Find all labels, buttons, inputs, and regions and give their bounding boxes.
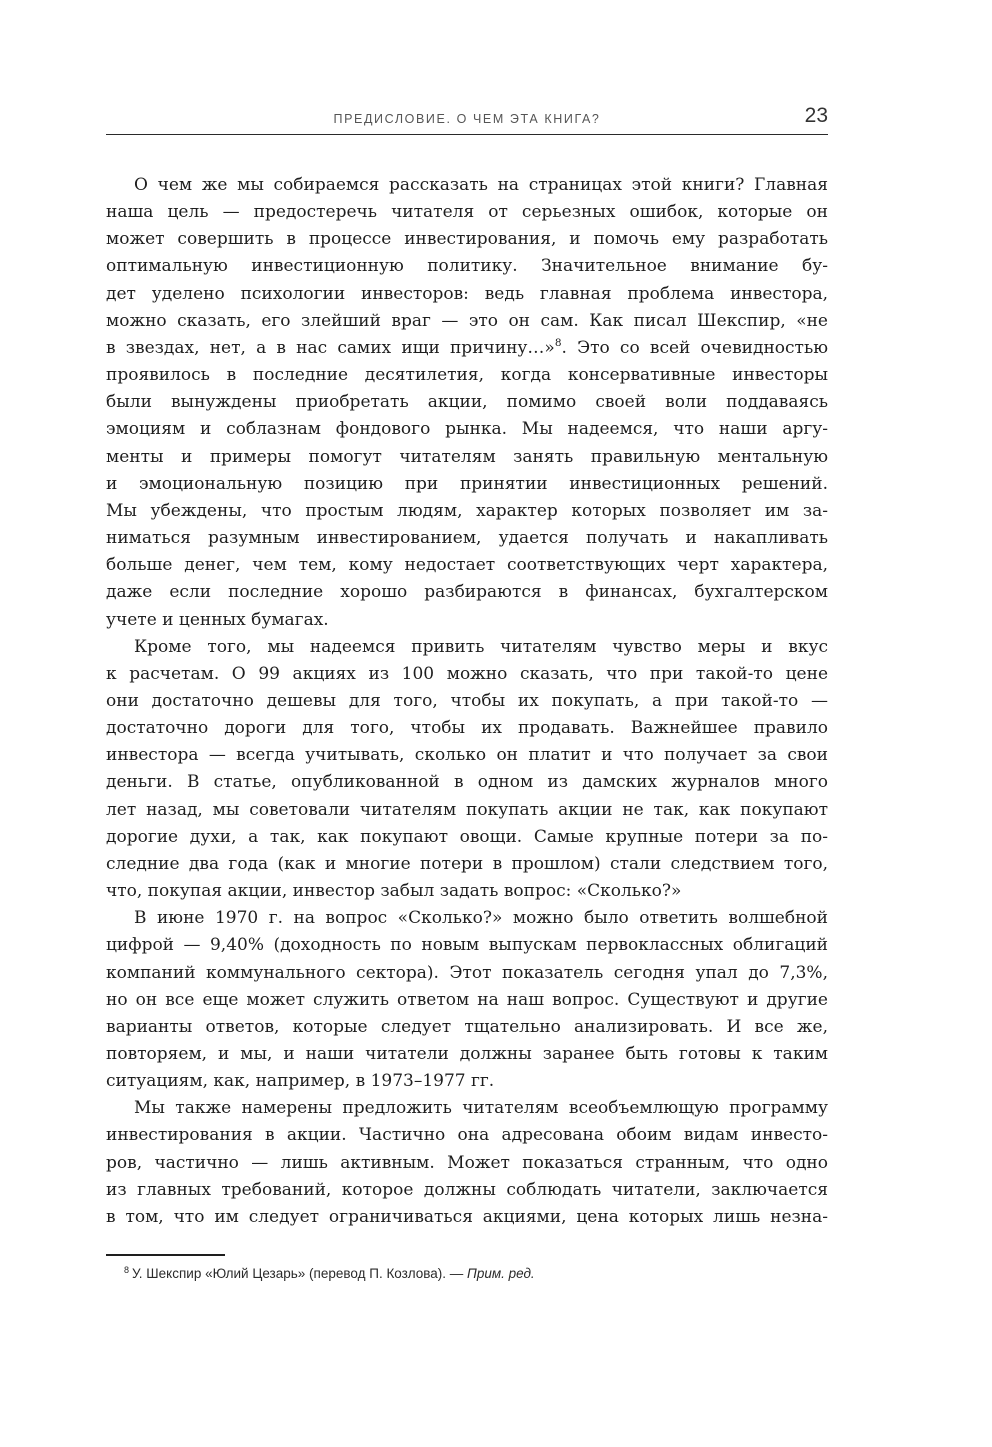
text-line: Мы также намерены предложить читателям всеобъемлющую программу xyxy=(134,1098,828,1119)
text-line: менты и примеры помогут читателям занять правильную ментальную xyxy=(106,446,828,467)
text-line: учете и ценных бумагах. xyxy=(106,609,329,630)
running-header xyxy=(106,100,828,135)
text-line: эмоциям и соблазнам фондового рынка. Мы надеемся, что наши аргу- xyxy=(106,419,828,440)
quote-text: в звездах, нет, а в нас самих ищи причину…» xyxy=(106,337,555,358)
footnote-reference: 8 xyxy=(554,336,562,349)
text-line: они достаточно дешевы для того, чтобы их покупать, а при такой-то — xyxy=(106,690,828,711)
text-line: но он все еще может служить ответом на наш вопрос. Существуют и другие xyxy=(106,989,828,1010)
text-line: наша цель — предостеречь читателя от серьезных ошибок, которые он xyxy=(106,202,828,223)
text-line: дорогие духи, а так, как покупают овощи. Самые крупные потери за по- xyxy=(106,826,828,847)
text-line xyxy=(106,335,828,362)
text-line: лет назад, мы советовали читателям покупать акции не так, как покупают xyxy=(106,799,828,820)
text-line: Мы убеждены, что простым людям, характер которых позволяет им за- xyxy=(106,500,828,521)
text-line: ситуациям, как, например, в 1973–1977 гг. xyxy=(106,1071,495,1092)
text-line: дет уделено психологии инвесторов: ведь главная проблема инвестора, xyxy=(106,283,828,304)
text-line: инвестора — всегда учитывать, сколько он платит и что получает за свои xyxy=(106,745,828,766)
paragraph-4 xyxy=(106,1095,828,1231)
body-text xyxy=(106,172,828,1231)
text-line: цифрой — 9,40% (доходность по новым выпускам первоклассных облигаций xyxy=(106,935,828,956)
text-line: достаточно дороги для того, чтобы их продавать. Важнейшее правило xyxy=(106,718,828,739)
text-line: проявилось в последние десятилетия, когда консервативные инвесторы xyxy=(106,365,828,386)
footnote-editor-note: Прим. ред. xyxy=(467,1266,535,1281)
text-line: ров, частично — лишь активным. Может показаться странным, что одно xyxy=(106,1152,828,1173)
footnote xyxy=(124,1266,535,1281)
paragraph-2 xyxy=(106,634,828,906)
text-line: больше денег, чем тем, кому недостает соответствующих черт характера, xyxy=(106,555,828,576)
footnote-divider xyxy=(106,1254,225,1256)
text-line: в том, что им следует ограничиваться акциями, цена которых лишь незна- xyxy=(106,1206,828,1227)
page-number: 23 xyxy=(804,104,828,127)
text-line: варианты ответов, которые следует тщательно анализировать. И все же, xyxy=(106,1016,828,1037)
text-segment: . Это со всей очевидностью xyxy=(561,337,828,358)
text-line: что, покупая акции, инвестор забыл задать вопрос: «Сколько?» xyxy=(106,881,682,902)
text-line: ниматься разумным инвестированием, удается получать и накапливать xyxy=(106,528,828,549)
text-line: следние два года (как и многие потери в прошлом) стали следствием того, xyxy=(106,853,828,874)
text-line: и эмоциональную позицию при принятии инвестиционных решений. xyxy=(106,473,828,494)
paragraph-3 xyxy=(106,905,828,1095)
footnote-text: У. Шекспир «Юлий Цезарь» (перевод П. Козлова). — xyxy=(132,1266,464,1281)
text-line: из главных требований, которое должны соблюдать читатели, заключается xyxy=(106,1179,828,1200)
text-line: были вынуждены приобретать акции, помимо своей воли поддаваясь xyxy=(106,392,828,413)
text-line: компаний коммунального сектора). Этот показатель сегодня упал до 7,3%, xyxy=(106,962,828,983)
text-line: можно сказать, его злейший враг — это он сам. Как писал Шекспир, «не xyxy=(106,310,828,331)
footnote-number: 8 xyxy=(124,1265,130,1275)
text-line: инвестирования в акции. Частично она адресована обоим видам инвесто- xyxy=(106,1125,828,1146)
text-line: деньги. В статье, опубликованной в одном из дамских журналов много xyxy=(106,772,828,793)
text-line: О чем же мы собираемся рассказать на страницах этой книги? Главная xyxy=(134,175,828,195)
text-line: оптимальную инвестиционную политику. Значительное внимание бу- xyxy=(106,256,828,277)
text-line: повторяем, и мы, и наши читатели должны заранее быть готовы к таким xyxy=(106,1044,828,1064)
text-line: может совершить в процессе инвестирования, и помочь ему разработать xyxy=(106,229,828,250)
text-line: Кроме того, мы надеемся привить читателям чувство меры и вкус xyxy=(134,636,828,657)
text-line: к расчетам. О 99 акциях из 100 можно сказать, что при такой-то цене xyxy=(106,663,828,684)
paragraph-1 xyxy=(106,172,828,634)
text-line: В июне 1970 г. на вопрос «Сколько?» можно было ответить волшебной xyxy=(134,908,828,929)
running-title: ПРЕДИСЛОВИЕ. О ЧЕМ ЭТА КНИГА? xyxy=(333,112,601,126)
text-line: даже если последние хорошо разбираются в финансах, бухгалтерском xyxy=(106,582,828,603)
